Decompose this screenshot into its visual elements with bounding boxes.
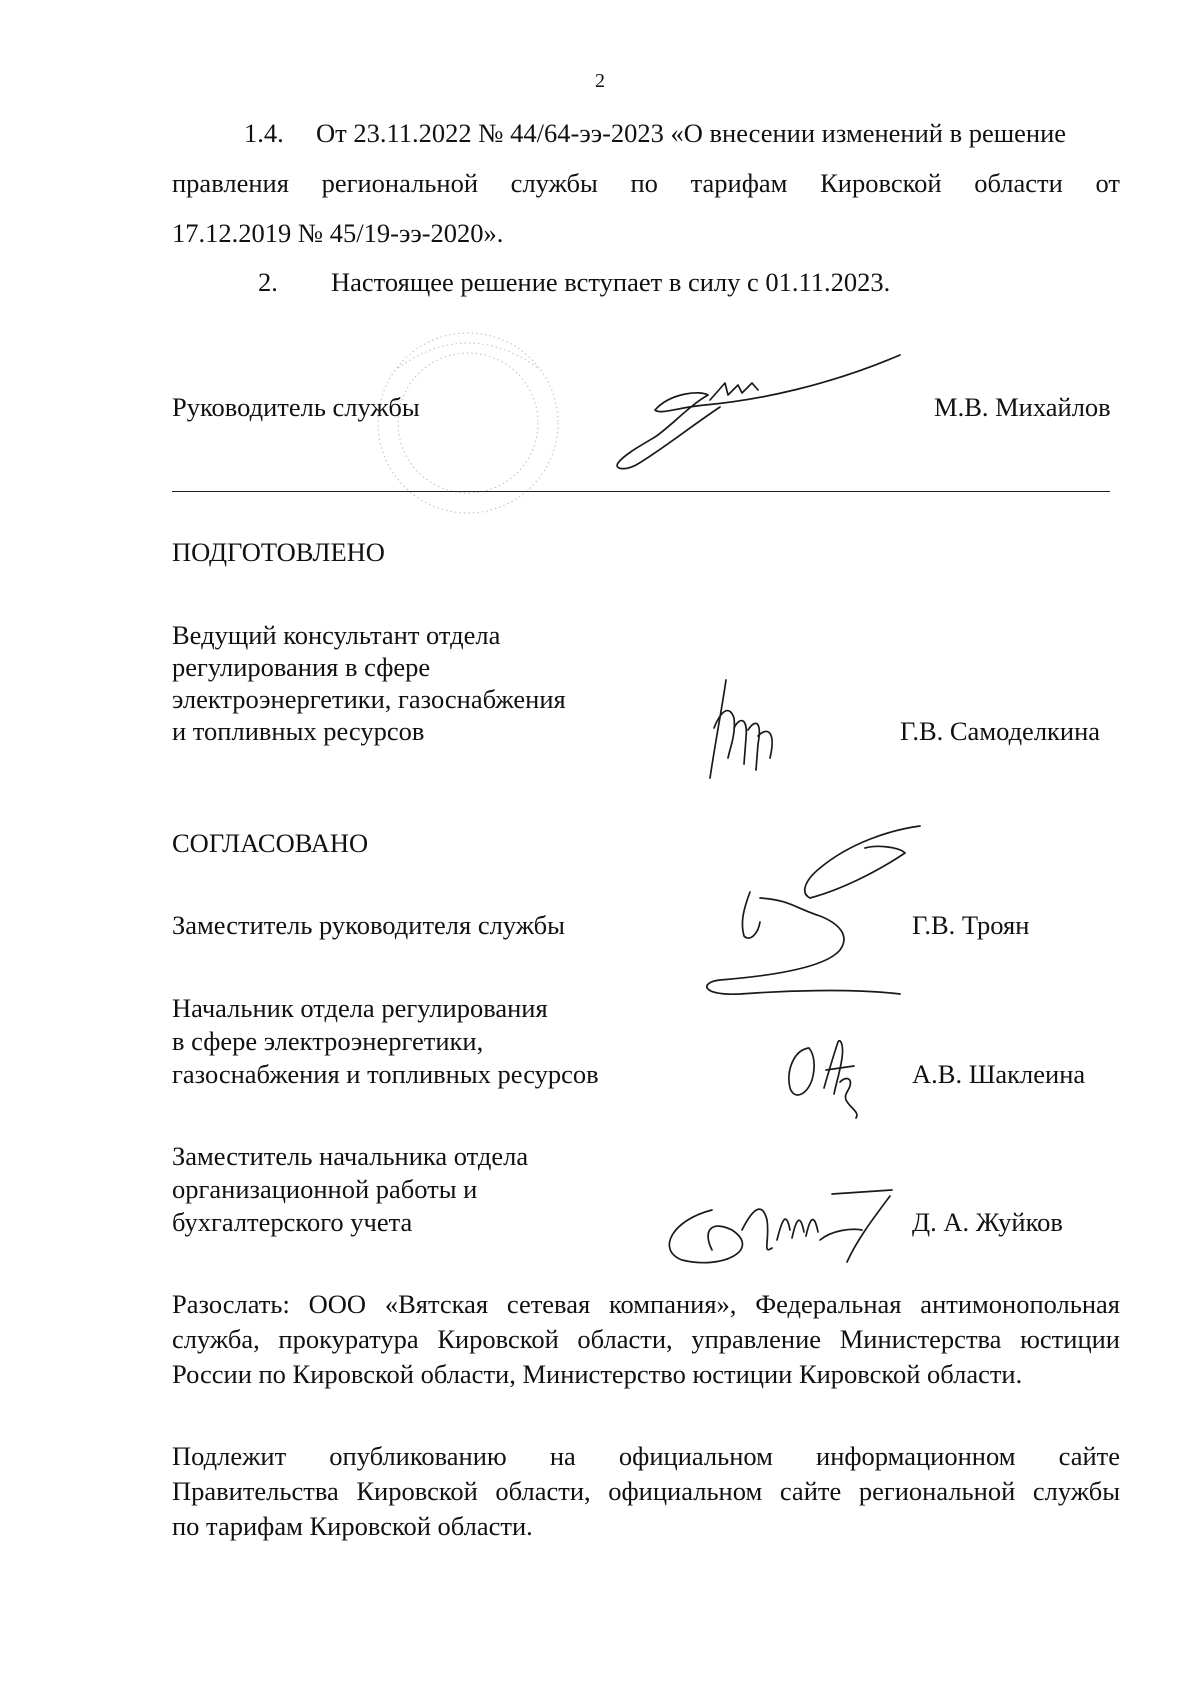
clause-1-4-number: 1.4.	[244, 118, 284, 148]
agreed-signer-1-name: Г.В. Троян	[912, 910, 1030, 940]
prepared-position-line: электроэнергетики, газоснабжения	[172, 684, 566, 714]
agreed-signer-2-position-line: в сфере электроэнергетики,	[172, 1026, 484, 1056]
agreed-signer-1-position: Заместитель руководителя службы	[172, 910, 565, 940]
agreed-signer-2-position-line: Начальник отдела регулирования	[172, 993, 548, 1023]
agreed-signer-2-position-line: газоснабжения и топливных ресурсов	[172, 1059, 599, 1089]
prepared-heading: ПОДГОТОВЛЕНО	[172, 537, 385, 567]
publication-line: Подлежит опубликованию на официальном информационном сайте	[172, 1441, 1120, 1471]
divider-line	[172, 491, 1110, 492]
official-seal-stamp	[368, 308, 568, 538]
agreed-signer-1-signature-handwritten	[700, 818, 935, 998]
distribution-line: Разослать: ООО «Вятская сетевая компания», Федеральная антимонопольная	[172, 1289, 1120, 1319]
publication-line: по тарифам Кировской области.	[172, 1511, 533, 1541]
prepared-name: Г.В. Самоделкина	[900, 716, 1101, 746]
prepared-position-line: Ведущий консультант отдела	[172, 620, 501, 650]
page-number: 2	[595, 70, 605, 92]
head-name: М.В. Михайлов	[934, 392, 1111, 422]
clause-1-4-line1: От 23.11.2022 № 44/64-ээ-2023 «О внесении изменений в решение	[316, 118, 1067, 148]
distribution-line: служба, прокуратура Кировской области, управление Министерства юстиции	[172, 1324, 1120, 1354]
prepared-position-line: и топливных ресурсов	[172, 716, 425, 746]
head-position: Руководитель службы	[172, 392, 420, 422]
clause-2-number: 2.	[258, 267, 278, 297]
agreed-signer-2-signature-handwritten	[784, 1030, 894, 1120]
agreed-signer-3-name: Д. А. Жуйков	[912, 1207, 1063, 1237]
clause-1-4-line3: 17.12.2019 № 45/19-ээ-2020».	[172, 218, 504, 248]
publication-line: Правительства Кировской области, официальном сайте региональной службы	[172, 1476, 1120, 1506]
clause-2-text: Настоящее решение вступает в силу с 01.11.2023.	[331, 267, 891, 297]
head-signature-handwritten	[610, 345, 910, 475]
prepared-position-line: регулирования в сфере	[172, 652, 431, 682]
clause-1-4-line2: правления региональной службы по тарифам Кировской области от	[172, 168, 1120, 198]
agreed-signer-3-signature-handwritten	[652, 1170, 902, 1270]
agreed-signer-3-position-line: бухгалтерского учета	[172, 1207, 413, 1237]
agreed-signer-3-position-line: Заместитель начальника отдела	[172, 1141, 529, 1171]
agreed-signer-3-position-line: организационной работы и	[172, 1174, 478, 1204]
agreed-signer-2-name: А.В. Шаклеина	[912, 1059, 1086, 1089]
distribution-line: России по Кировской области, Министерство юстиции Кировской области.	[172, 1359, 1023, 1389]
prepared-signature-handwritten	[698, 678, 798, 783]
agreed-heading: СОГЛАСОВАНО	[172, 828, 369, 858]
